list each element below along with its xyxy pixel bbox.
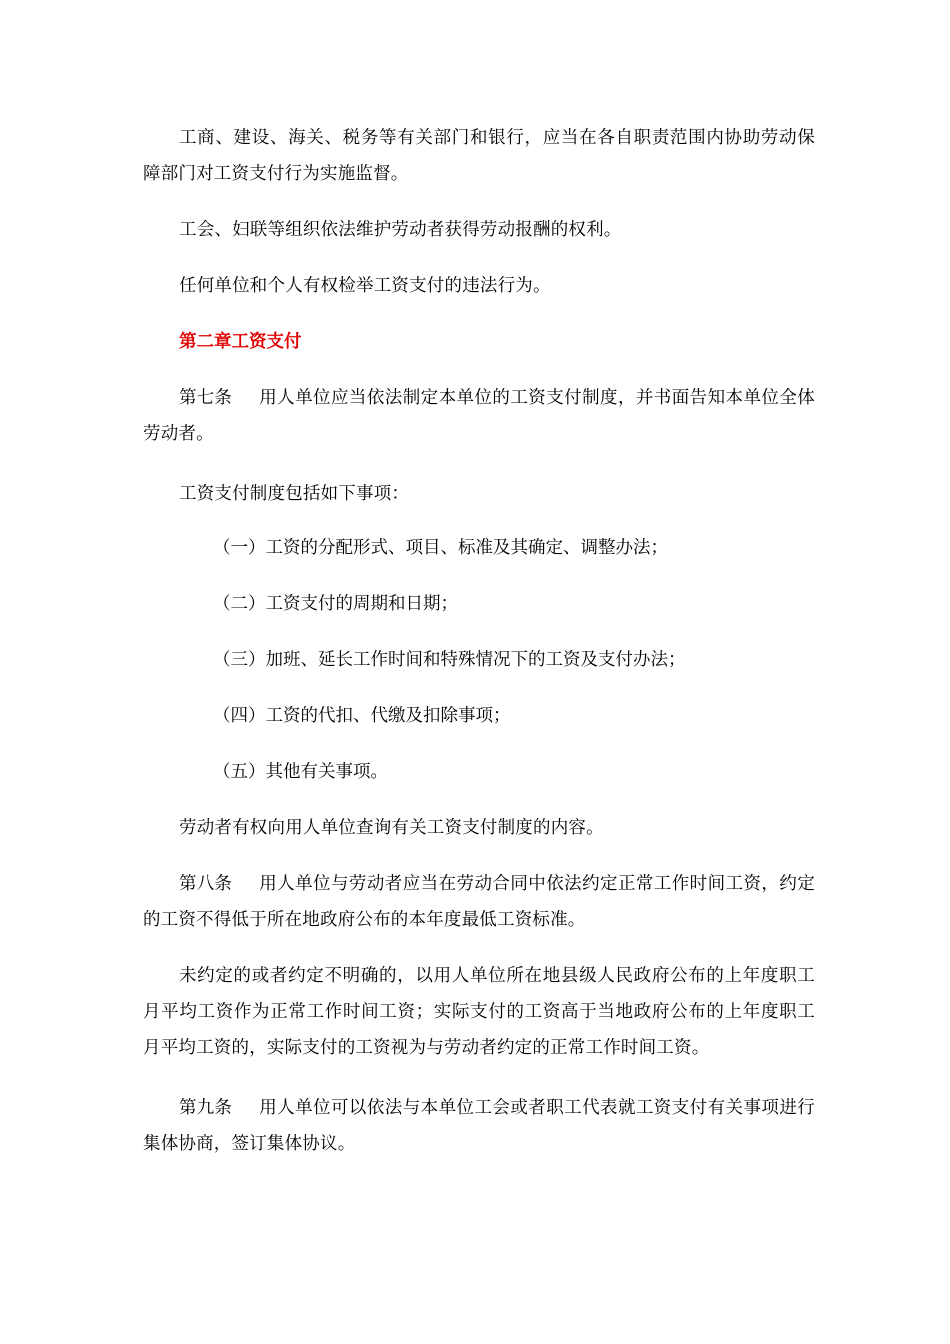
article-8-paragraph (143, 866, 815, 938)
list-item: （三）加班、延长工作时间和特殊情况下的工资及支付办法； (213, 650, 686, 670)
article-8-extra: 未约定的或者约定不明确的，以用人单位所在地县级人民政府公布的上年度职工月平均工资作为正常工作时间工资；实际支付的工资高于当地政府公布的上年度职工月平均工资的，实际支付的工资视为与劳动者约定的正常工作时间工资。 (143, 966, 815, 1058)
list-item: （一）工资的分配形式、项目、标准及其确定、调整办法； (213, 538, 668, 558)
article-9-text: 用人单位可以依法与本单位工会或者职工代表就工资支付有关事项进行集体协商，签订集体协议。 (143, 1098, 815, 1154)
article-7-label: 第七条 (179, 388, 233, 408)
paragraph-report-violations: 任何单位和个人有权检举工资支付的违法行为。 (179, 276, 551, 296)
paragraph-supervision: 工商、建设、海关、税务等有关部门和银行，应当在各自职责范围内协助劳动保障部门对工资支付行为实施监督。 (143, 128, 815, 184)
article-8-text: 用人单位与劳动者应当在劳动合同中依法约定正常工作时间工资，约定的工资不得低于所在地政府公布的本年度最低工资标准。 (143, 874, 815, 930)
article-7-text: 用人单位应当依法制定本单位的工资支付制度，并书面告知本单位全体劳动者。 (143, 388, 815, 444)
article-8-label: 第八条 (179, 874, 233, 894)
list-item: （四）工资的代扣、代缴及扣除事项； (213, 706, 511, 726)
paragraph-union-rights: 工会、妇联等组织依法维护劳动者获得劳动报酬的权利。 (179, 220, 622, 240)
article-7-closing: 劳动者有权向用人单位查询有关工资支付制度的内容。 (179, 818, 604, 838)
article-7-paragraph (143, 380, 815, 452)
chapter-heading: 第二章工资支付 (179, 332, 302, 352)
article-9-label: 第九条 (179, 1098, 233, 1118)
list-item: （五）其他有关事项。 (213, 762, 388, 782)
article-9-paragraph (143, 1090, 815, 1162)
list-item: （二）工资支付的周期和日期； (213, 594, 458, 614)
article-7-intro: 工资支付制度包括如下事项： (179, 484, 410, 504)
